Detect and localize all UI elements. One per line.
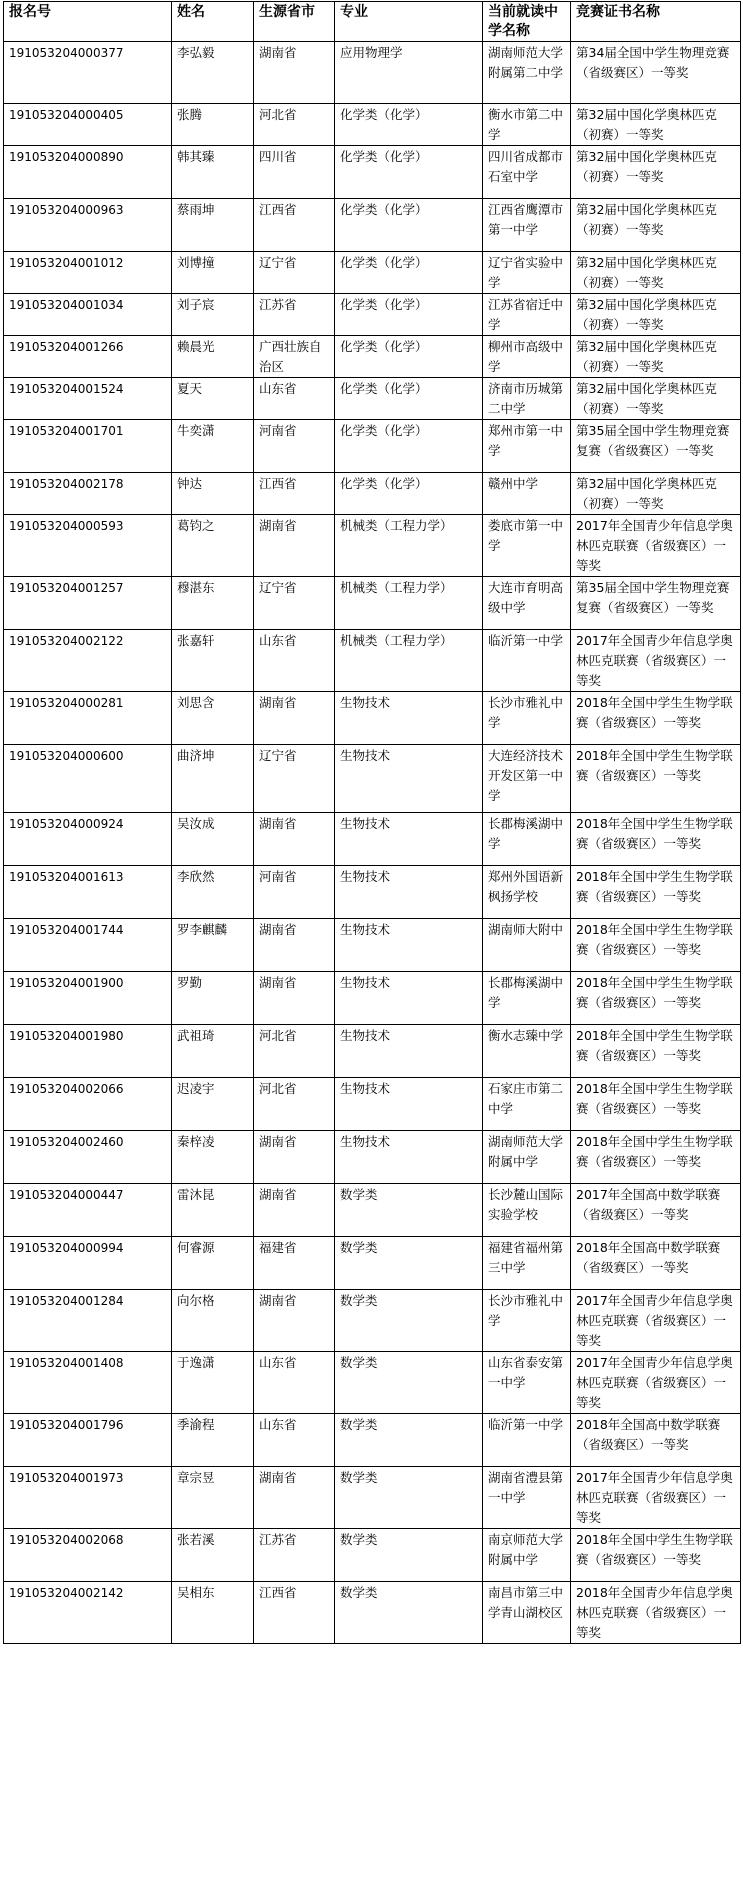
cell-school: 辽宁省实验中学 bbox=[483, 252, 571, 294]
table-row bbox=[4, 1131, 741, 1184]
cell-name: 武祖琦 bbox=[172, 1025, 254, 1078]
cell-name: 葛钧之 bbox=[172, 515, 254, 577]
cell-school: 临沂第一中学 bbox=[483, 630, 571, 692]
cell-province: 湖南省 bbox=[254, 515, 335, 577]
cell-name: 刘思含 bbox=[172, 692, 254, 745]
cell-registration-number: 191053204000405 bbox=[4, 104, 172, 146]
table-row bbox=[4, 199, 741, 252]
cell-registration-number: 191053204000600 bbox=[4, 745, 172, 813]
cell-major: 化学类（化学） bbox=[335, 420, 483, 473]
cell-school: 柳州市高级中学 bbox=[483, 336, 571, 378]
cell-province: 广西壮族自治区 bbox=[254, 336, 335, 378]
cell-registration-number: 191053204002178 bbox=[4, 473, 172, 515]
cell-school: 长郡梅溪湖中学 bbox=[483, 972, 571, 1025]
cell-registration-number: 191053204001408 bbox=[4, 1352, 172, 1414]
header-major: 专业 bbox=[335, 2, 483, 42]
cell-certificate: 第32届中国化学奥林匹克（初赛）一等奖 bbox=[571, 294, 741, 336]
cell-school: 长沙市雅礼中学 bbox=[483, 692, 571, 745]
cell-province: 江苏省 bbox=[254, 294, 335, 336]
table-row bbox=[4, 146, 741, 199]
cell-registration-number: 191053204002066 bbox=[4, 1078, 172, 1131]
cell-province: 河北省 bbox=[254, 1025, 335, 1078]
table-row bbox=[4, 813, 741, 866]
cell-major: 生物技术 bbox=[335, 1078, 483, 1131]
cell-major: 数学类 bbox=[335, 1184, 483, 1237]
cell-certificate: 2017年全国青少年信息学奥林匹克联赛（省级赛区）一等奖 bbox=[571, 515, 741, 577]
cell-school: 衡水市第二中学 bbox=[483, 104, 571, 146]
cell-school: 石家庄市第二中学 bbox=[483, 1078, 571, 1131]
cell-major: 化学类（化学） bbox=[335, 473, 483, 515]
cell-major: 数学类 bbox=[335, 1529, 483, 1582]
table-row bbox=[4, 745, 741, 813]
cell-name: 张若溪 bbox=[172, 1529, 254, 1582]
table-row bbox=[4, 1025, 741, 1078]
cell-certificate: 2018年全国高中数学联赛（省级赛区）一等奖 bbox=[571, 1414, 741, 1467]
cell-certificate: 第34届全国中学生物理竞赛（省级赛区）一等奖 bbox=[571, 42, 741, 104]
header-certificate: 竞赛证书名称 bbox=[571, 2, 741, 42]
cell-certificate: 2017年全国高中数学联赛（省级赛区）一等奖 bbox=[571, 1184, 741, 1237]
cell-school: 衡水志臻中学 bbox=[483, 1025, 571, 1078]
cell-name: 赖晨光 bbox=[172, 336, 254, 378]
cell-province: 山东省 bbox=[254, 1414, 335, 1467]
cell-province: 辽宁省 bbox=[254, 252, 335, 294]
cell-certificate: 2018年全国中学生生物学联赛（省级赛区）一等奖 bbox=[571, 745, 741, 813]
cell-name: 张腾 bbox=[172, 104, 254, 146]
header-row bbox=[4, 2, 741, 42]
cell-certificate: 2018年全国中学生生物学联赛（省级赛区）一等奖 bbox=[571, 866, 741, 919]
cell-certificate: 第35届全国中学生物理竞赛复赛（省级赛区）一等奖 bbox=[571, 577, 741, 630]
cell-school: 郑州外国语新枫扬学校 bbox=[483, 866, 571, 919]
cell-major: 应用物理学 bbox=[335, 42, 483, 104]
cell-name: 章宗昱 bbox=[172, 1467, 254, 1529]
cell-certificate: 第32届中国化学奥林匹克（初赛）一等奖 bbox=[571, 336, 741, 378]
cell-province: 江西省 bbox=[254, 1582, 335, 1644]
cell-registration-number: 191053204001973 bbox=[4, 1467, 172, 1529]
header-registration-number: 报名号 bbox=[4, 2, 172, 42]
cell-major: 生物技术 bbox=[335, 972, 483, 1025]
cell-certificate: 第32届中国化学奥林匹克（初赛）一等奖 bbox=[571, 473, 741, 515]
cell-province: 湖南省 bbox=[254, 1290, 335, 1352]
cell-major: 化学类（化学） bbox=[335, 199, 483, 252]
cell-school: 长沙麓山国际实验学校 bbox=[483, 1184, 571, 1237]
cell-major: 化学类（化学） bbox=[335, 252, 483, 294]
table-row bbox=[4, 1582, 741, 1644]
cell-registration-number: 191053204000377 bbox=[4, 42, 172, 104]
cell-registration-number: 191053204001980 bbox=[4, 1025, 172, 1078]
cell-school: 湖南师大附中 bbox=[483, 919, 571, 972]
cell-major: 生物技术 bbox=[335, 745, 483, 813]
cell-name: 雷沐昆 bbox=[172, 1184, 254, 1237]
cell-certificate: 2018年全国中学生生物学联赛（省级赛区）一等奖 bbox=[571, 919, 741, 972]
cell-name: 李弘毅 bbox=[172, 42, 254, 104]
table-row bbox=[4, 1352, 741, 1414]
cell-province: 山东省 bbox=[254, 630, 335, 692]
cell-name: 曲济坤 bbox=[172, 745, 254, 813]
cell-certificate: 2018年全国中学生生物学联赛（省级赛区）一等奖 bbox=[571, 1078, 741, 1131]
cell-school: 湖南师范大学附属中学 bbox=[483, 1131, 571, 1184]
cell-province: 山东省 bbox=[254, 378, 335, 420]
cell-school: 大连市育明高级中学 bbox=[483, 577, 571, 630]
cell-province: 河南省 bbox=[254, 866, 335, 919]
header-name: 姓名 bbox=[172, 2, 254, 42]
table-row bbox=[4, 866, 741, 919]
cell-registration-number: 191053204001257 bbox=[4, 577, 172, 630]
table-row bbox=[4, 1290, 741, 1352]
cell-registration-number: 191053204000963 bbox=[4, 199, 172, 252]
cell-name: 穆湛东 bbox=[172, 577, 254, 630]
table-row bbox=[4, 1078, 741, 1131]
cell-registration-number: 191053204002142 bbox=[4, 1582, 172, 1644]
cell-name: 夏天 bbox=[172, 378, 254, 420]
cell-major: 生物技术 bbox=[335, 919, 483, 972]
cell-major: 化学类（化学） bbox=[335, 336, 483, 378]
header-province: 生源省市 bbox=[254, 2, 335, 42]
cell-name: 刘博撞 bbox=[172, 252, 254, 294]
cell-major: 机械类（工程力学） bbox=[335, 630, 483, 692]
cell-certificate: 2018年全国中学生生物学联赛（省级赛区）一等奖 bbox=[571, 692, 741, 745]
table-row bbox=[4, 577, 741, 630]
cell-school: 南京师范大学附属中学 bbox=[483, 1529, 571, 1582]
cell-name: 向尔格 bbox=[172, 1290, 254, 1352]
cell-certificate: 2017年全国青少年信息学奥林匹克联赛（省级赛区）一等奖 bbox=[571, 1352, 741, 1414]
cell-school: 江苏省宿迁中学 bbox=[483, 294, 571, 336]
cell-name: 吴相东 bbox=[172, 1582, 254, 1644]
cell-school: 娄底市第一中学 bbox=[483, 515, 571, 577]
cell-province: 江苏省 bbox=[254, 1529, 335, 1582]
table-row bbox=[4, 336, 741, 378]
cell-school: 湖南省澧县第一中学 bbox=[483, 1467, 571, 1529]
cell-name: 韩其臻 bbox=[172, 146, 254, 199]
table-row bbox=[4, 919, 741, 972]
cell-major: 数学类 bbox=[335, 1237, 483, 1290]
cell-registration-number: 191053204001900 bbox=[4, 972, 172, 1025]
cell-registration-number: 191053204001034 bbox=[4, 294, 172, 336]
cell-major: 化学类（化学） bbox=[335, 378, 483, 420]
cell-certificate: 第35届全国中学生物理竞赛复赛（省级赛区）一等奖 bbox=[571, 420, 741, 473]
award-table bbox=[3, 1, 741, 1644]
table-row bbox=[4, 252, 741, 294]
cell-registration-number: 191053204001284 bbox=[4, 1290, 172, 1352]
cell-registration-number: 191053204001524 bbox=[4, 378, 172, 420]
cell-province: 湖南省 bbox=[254, 919, 335, 972]
cell-registration-number: 191053204000447 bbox=[4, 1184, 172, 1237]
cell-registration-number: 191053204001701 bbox=[4, 420, 172, 473]
cell-major: 生物技术 bbox=[335, 1131, 483, 1184]
cell-registration-number: 191053204001012 bbox=[4, 252, 172, 294]
cell-province: 河南省 bbox=[254, 420, 335, 473]
cell-registration-number: 191053204001266 bbox=[4, 336, 172, 378]
cell-registration-number: 191053204002122 bbox=[4, 630, 172, 692]
cell-province: 湖南省 bbox=[254, 692, 335, 745]
cell-school: 四川省成都市石室中学 bbox=[483, 146, 571, 199]
cell-name: 罗勤 bbox=[172, 972, 254, 1025]
table-row bbox=[4, 692, 741, 745]
cell-school: 长郡梅溪湖中学 bbox=[483, 813, 571, 866]
cell-province: 湖南省 bbox=[254, 1467, 335, 1529]
cell-registration-number: 191053204002068 bbox=[4, 1529, 172, 1582]
table-row bbox=[4, 473, 741, 515]
cell-certificate: 2018年全国中学生生物学联赛（省级赛区）一等奖 bbox=[571, 813, 741, 866]
cell-registration-number: 191053204000890 bbox=[4, 146, 172, 199]
cell-major: 生物技术 bbox=[335, 866, 483, 919]
table-row bbox=[4, 972, 741, 1025]
cell-province: 河北省 bbox=[254, 1078, 335, 1131]
cell-certificate: 2017年全国青少年信息学奥林匹克联赛（省级赛区）一等奖 bbox=[571, 1467, 741, 1529]
cell-registration-number: 191053204001796 bbox=[4, 1414, 172, 1467]
cell-major: 数学类 bbox=[335, 1290, 483, 1352]
cell-school: 济南市历城第二中学 bbox=[483, 378, 571, 420]
cell-registration-number: 191053204001613 bbox=[4, 866, 172, 919]
cell-province: 湖南省 bbox=[254, 42, 335, 104]
cell-province: 湖南省 bbox=[254, 972, 335, 1025]
cell-school: 湖南师范大学附属第二中学 bbox=[483, 42, 571, 104]
cell-registration-number: 191053204000593 bbox=[4, 515, 172, 577]
cell-certificate: 第32届中国化学奥林匹克（初赛）一等奖 bbox=[571, 104, 741, 146]
cell-school: 江西省鹰潭市第一中学 bbox=[483, 199, 571, 252]
cell-province: 辽宁省 bbox=[254, 577, 335, 630]
cell-name: 季渝程 bbox=[172, 1414, 254, 1467]
cell-major: 生物技术 bbox=[335, 692, 483, 745]
cell-province: 湖南省 bbox=[254, 1184, 335, 1237]
cell-name: 蔡雨坤 bbox=[172, 199, 254, 252]
cell-major: 化学类（化学） bbox=[335, 104, 483, 146]
cell-province: 江西省 bbox=[254, 199, 335, 252]
cell-certificate: 2018年全国中学生生物学联赛（省级赛区）一等奖 bbox=[571, 1131, 741, 1184]
cell-province: 福建省 bbox=[254, 1237, 335, 1290]
cell-province: 湖南省 bbox=[254, 813, 335, 866]
cell-name: 刘子宸 bbox=[172, 294, 254, 336]
cell-registration-number: 191053204002460 bbox=[4, 1131, 172, 1184]
cell-province: 河北省 bbox=[254, 104, 335, 146]
cell-certificate: 2018年全国中学生生物学联赛（省级赛区）一等奖 bbox=[571, 972, 741, 1025]
cell-name: 李欣然 bbox=[172, 866, 254, 919]
table-row bbox=[4, 1184, 741, 1237]
cell-name: 秦梓凌 bbox=[172, 1131, 254, 1184]
cell-major: 数学类 bbox=[335, 1352, 483, 1414]
cell-province: 辽宁省 bbox=[254, 745, 335, 813]
cell-certificate: 2017年全国青少年信息学奥林匹克联赛（省级赛区）一等奖 bbox=[571, 630, 741, 692]
cell-registration-number: 191053204000994 bbox=[4, 1237, 172, 1290]
cell-major: 生物技术 bbox=[335, 813, 483, 866]
cell-registration-number: 191053204000281 bbox=[4, 692, 172, 745]
table-row bbox=[4, 515, 741, 577]
cell-school: 临沂第一中学 bbox=[483, 1414, 571, 1467]
table-row bbox=[4, 630, 741, 692]
cell-name: 钟达 bbox=[172, 473, 254, 515]
table-row bbox=[4, 1467, 741, 1529]
table-row bbox=[4, 378, 741, 420]
cell-certificate: 2018年全国高中数学联赛（省级赛区）一等奖 bbox=[571, 1237, 741, 1290]
cell-major: 数学类 bbox=[335, 1582, 483, 1644]
cell-name: 迟凌宇 bbox=[172, 1078, 254, 1131]
cell-major: 化学类（化学） bbox=[335, 294, 483, 336]
cell-major: 机械类（工程力学） bbox=[335, 515, 483, 577]
table-row bbox=[4, 1237, 741, 1290]
cell-registration-number: 191053204000924 bbox=[4, 813, 172, 866]
cell-major: 化学类（化学） bbox=[335, 146, 483, 199]
cell-major: 数学类 bbox=[335, 1414, 483, 1467]
table-row bbox=[4, 294, 741, 336]
cell-certificate: 第32届中国化学奥林匹克（初赛）一等奖 bbox=[571, 199, 741, 252]
cell-certificate: 第32届中国化学奥林匹克（初赛）一等奖 bbox=[571, 146, 741, 199]
cell-school: 赣州中学 bbox=[483, 473, 571, 515]
table-row bbox=[4, 1414, 741, 1467]
cell-province: 四川省 bbox=[254, 146, 335, 199]
cell-province: 江西省 bbox=[254, 473, 335, 515]
cell-certificate: 第32届中国化学奥林匹克（初赛）一等奖 bbox=[571, 252, 741, 294]
cell-certificate: 2017年全国青少年信息学奥林匹克联赛（省级赛区）一等奖 bbox=[571, 1290, 741, 1352]
header-school: 当前就读中学名称 bbox=[483, 2, 571, 42]
cell-name: 罗李麒麟 bbox=[172, 919, 254, 972]
cell-major: 数学类 bbox=[335, 1467, 483, 1529]
cell-school: 山东省泰安第一中学 bbox=[483, 1352, 571, 1414]
cell-major: 机械类（工程力学） bbox=[335, 577, 483, 630]
table-row bbox=[4, 1529, 741, 1582]
cell-major: 生物技术 bbox=[335, 1025, 483, 1078]
cell-name: 张嘉轩 bbox=[172, 630, 254, 692]
cell-certificate: 2018年全国中学生生物学联赛（省级赛区）一等奖 bbox=[571, 1025, 741, 1078]
table-row bbox=[4, 104, 741, 146]
cell-province: 山东省 bbox=[254, 1352, 335, 1414]
cell-school: 长沙市雅礼中学 bbox=[483, 1290, 571, 1352]
cell-name: 何睿源 bbox=[172, 1237, 254, 1290]
cell-name: 于逸潇 bbox=[172, 1352, 254, 1414]
cell-school: 南昌市第三中学青山湖校区 bbox=[483, 1582, 571, 1644]
table-row bbox=[4, 42, 741, 104]
table-row bbox=[4, 420, 741, 473]
cell-school: 福建省福州第三中学 bbox=[483, 1237, 571, 1290]
cell-name: 吴汝成 bbox=[172, 813, 254, 866]
cell-certificate: 第32届中国化学奥林匹克（初赛）一等奖 bbox=[571, 378, 741, 420]
cell-province: 湖南省 bbox=[254, 1131, 335, 1184]
cell-certificate: 2018年全国中学生生物学联赛（省级赛区）一等奖 bbox=[571, 1529, 741, 1582]
cell-registration-number: 191053204001744 bbox=[4, 919, 172, 972]
cell-school: 大连经济技术开发区第一中学 bbox=[483, 745, 571, 813]
cell-name: 牛奕潇 bbox=[172, 420, 254, 473]
cell-school: 郑州市第一中学 bbox=[483, 420, 571, 473]
cell-certificate: 2018年全国青少年信息学奥林匹克联赛（省级赛区）一等奖 bbox=[571, 1582, 741, 1644]
